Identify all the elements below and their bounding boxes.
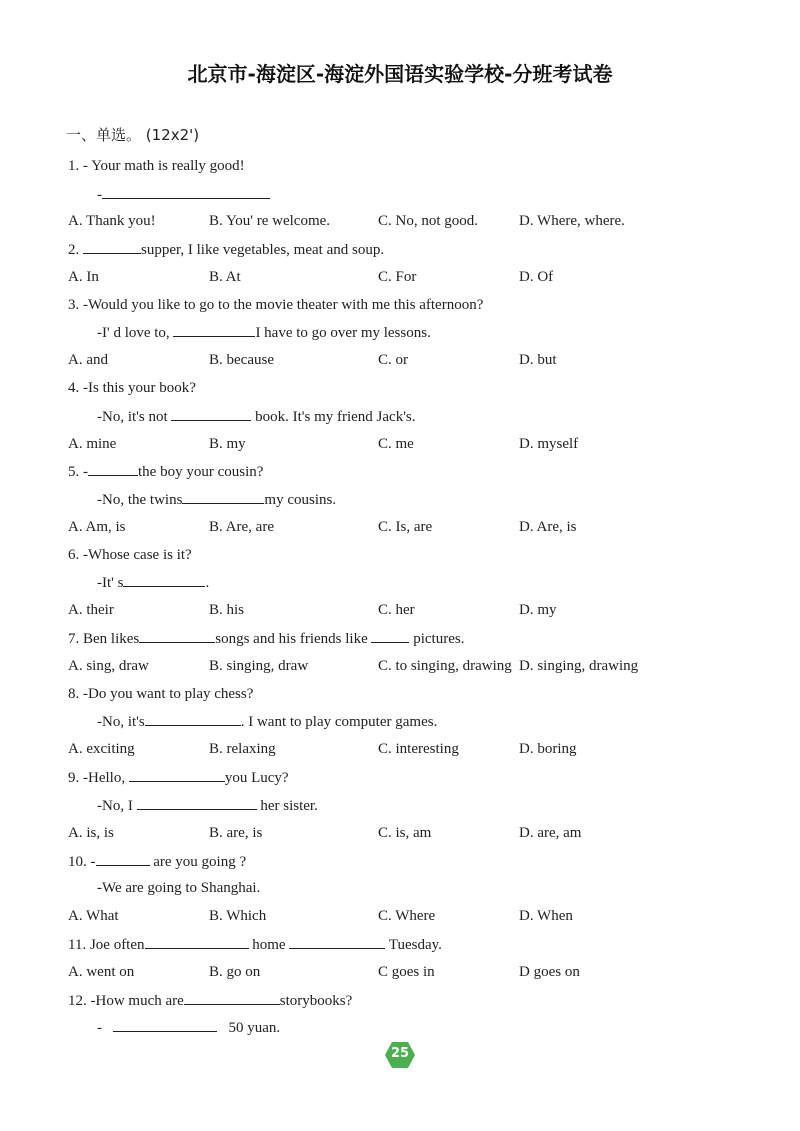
option-b[interactable]: B. Which: [209, 908, 267, 924]
option-b[interactable]: B. because: [209, 352, 274, 368]
option-a[interactable]: A. In: [68, 269, 99, 285]
answer-blank[interactable]: [145, 711, 241, 726]
option-d[interactable]: D. but: [519, 352, 557, 368]
answer-blank[interactable]: [83, 239, 141, 254]
answer-blank[interactable]: [173, 322, 255, 337]
option-d[interactable]: D. boring: [519, 741, 577, 757]
option-b[interactable]: B. are, is: [209, 825, 263, 841]
answer-blank[interactable]: [88, 461, 138, 476]
question-11-line-1: 11. Joe often home Tuesday.: [68, 934, 442, 955]
option-a[interactable]: A. What: [68, 908, 119, 924]
option-c[interactable]: C goes in: [378, 964, 435, 980]
option-d[interactable]: D. When: [519, 908, 573, 924]
question-6-line-2: -It' s .: [97, 572, 209, 593]
question-5-line-2: -No, the twins my cousins.: [97, 489, 336, 510]
question-4-line-2: -No, it's not book. It's my friend Jack's.: [97, 406, 416, 427]
question-9-line-2: -No, I her sister.: [97, 795, 318, 816]
option-a[interactable]: A. their: [68, 602, 114, 618]
option-b[interactable]: B. relaxing: [209, 741, 276, 757]
option-d[interactable]: D. Where, where.: [519, 213, 625, 229]
question-6-line-1: 6. -Whose case is it?: [68, 547, 192, 563]
question-7-line-1: 7. Ben likes songs and his friends like pictures.: [68, 628, 464, 649]
option-b[interactable]: B. Are, are: [209, 519, 274, 535]
option-b[interactable]: B. go on: [209, 964, 261, 980]
question-4-line-1: 4. -Is this your book?: [68, 380, 196, 396]
answer-blank[interactable]: [96, 851, 150, 866]
option-d[interactable]: D. Of: [519, 269, 554, 285]
option-c[interactable]: C. me: [378, 436, 414, 452]
option-d[interactable]: D. singing, drawing: [519, 658, 639, 674]
option-d[interactable]: D. Are, is: [519, 519, 577, 535]
option-d[interactable]: D. my: [519, 602, 557, 618]
option-b[interactable]: B. singing, draw: [209, 658, 309, 674]
question-8-line-1: 8. -Do you want to play chess?: [68, 686, 254, 702]
answer-blank[interactable]: [289, 934, 385, 949]
answer-blank[interactable]: [171, 406, 251, 421]
option-a[interactable]: A. and: [68, 352, 108, 368]
question-12-line-1: 12. -How much are storybooks?: [68, 990, 352, 1011]
option-b[interactable]: B. his: [209, 602, 245, 618]
option-b[interactable]: B. my: [209, 436, 246, 452]
question-1-line-2: -: [97, 184, 270, 205]
question-2-line-1: 2. supper, I like vegetables, meat and soup.: [68, 239, 384, 260]
question-3-line-2: -I' d love to, I have to go over my lessons.: [97, 322, 431, 343]
question-8-line-2: -No, it's . I want to play computer games.: [97, 711, 437, 732]
page-title: 北京市-海淀区-海淀外国语实验学校-分班考试卷: [187, 62, 613, 86]
answer-blank[interactable]: [123, 572, 205, 587]
option-a[interactable]: A. sing, draw: [68, 658, 149, 674]
option-b[interactable]: B. You' re welcome.: [209, 213, 331, 229]
answer-blank[interactable]: [139, 628, 215, 643]
option-c[interactable]: C. Where: [378, 908, 436, 924]
question-9-line-1: 9. -Hello, you Lucy?: [68, 767, 289, 788]
option-a[interactable]: A. Am, is: [68, 519, 126, 535]
option-a[interactable]: A. mine: [68, 436, 117, 452]
page-number: 25: [390, 1046, 410, 1061]
question-12-line-2: - 50 yuan.: [97, 1017, 280, 1038]
answer-blank[interactable]: [129, 767, 225, 782]
option-d[interactable]: D. myself: [519, 436, 579, 452]
option-c[interactable]: C. or: [378, 352, 408, 368]
question-10-line-2: -We are going to Shanghai.: [97, 880, 261, 896]
question-1-line-1: 1. - Your math is really good!: [68, 158, 245, 174]
option-c[interactable]: C. For: [378, 269, 417, 285]
answer-blank[interactable]: [371, 628, 409, 643]
option-d[interactable]: D. are, am: [519, 825, 582, 841]
option-c[interactable]: C. is, am: [378, 825, 432, 841]
answer-blank[interactable]: [145, 934, 249, 949]
option-a[interactable]: A. went on: [68, 964, 135, 980]
answer-blank[interactable]: [182, 489, 264, 504]
option-d[interactable]: D goes on: [519, 964, 580, 980]
answer-blank[interactable]: [102, 184, 270, 199]
question-5-line-1: 5. - the boy your cousin?: [68, 461, 263, 482]
answer-blank[interactable]: [137, 795, 257, 810]
option-c[interactable]: C. to singing, drawing: [378, 658, 512, 674]
answer-blank[interactable]: [113, 1017, 217, 1032]
option-b[interactable]: B. At: [209, 269, 241, 285]
option-c[interactable]: C. interesting: [378, 741, 459, 757]
option-a[interactable]: A. Thank you!: [68, 213, 156, 229]
option-a[interactable]: A. exciting: [68, 741, 135, 757]
question-10-line-1: 10. - are you going ?: [68, 851, 246, 872]
answer-blank[interactable]: [184, 990, 280, 1005]
option-a[interactable]: A. is, is: [68, 825, 114, 841]
section-heading: 一、单选。 (12x2'): [66, 126, 200, 144]
option-c[interactable]: C. Is, are: [378, 519, 433, 535]
option-c[interactable]: C. No, not good.: [378, 213, 479, 229]
option-c[interactable]: C. her: [378, 602, 415, 618]
question-3-line-1: 3. -Would you like to go to the movie theater with me this afternoon?: [68, 297, 484, 313]
